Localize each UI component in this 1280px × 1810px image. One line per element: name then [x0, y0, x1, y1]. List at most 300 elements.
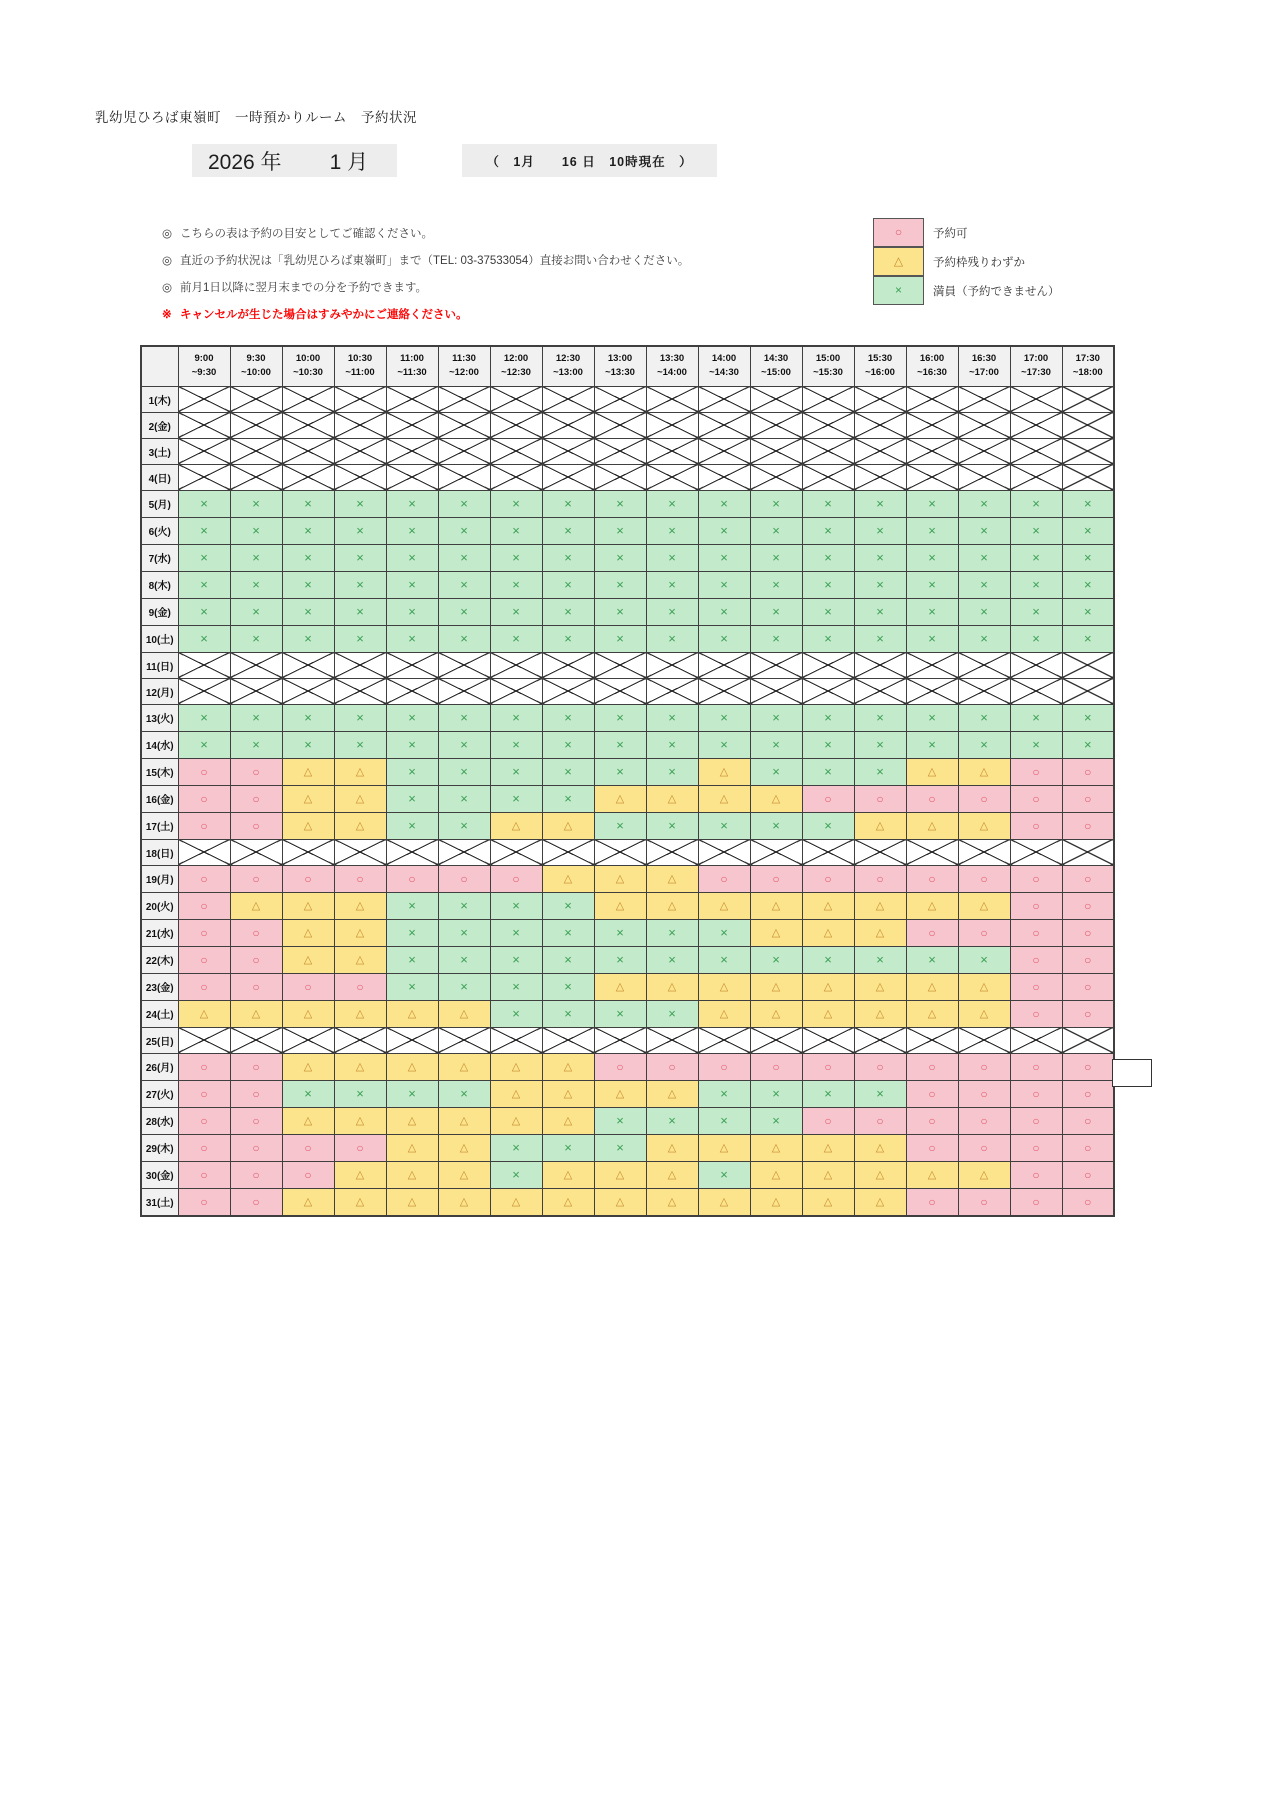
- slot-cell: ×: [230, 598, 282, 625]
- slot-cell: ×: [386, 946, 438, 973]
- slot-cell: ○: [1010, 919, 1062, 946]
- closed-cell: [230, 652, 282, 678]
- time-slot-header: 15:00 ~15:30: [802, 346, 854, 386]
- slot-cell: ×: [438, 571, 490, 598]
- time-slot-header: 16:30 ~17:00: [958, 346, 1010, 386]
- slot-cell: ○: [438, 865, 490, 892]
- slot-cell: ×: [906, 517, 958, 544]
- slot-cell: ×: [386, 758, 438, 785]
- slot-cell: △: [386, 1053, 438, 1080]
- slot-cell: △: [386, 1000, 438, 1027]
- day-label: 13(火): [141, 704, 178, 731]
- slot-cell: ○: [230, 919, 282, 946]
- table-row: [141, 758, 1114, 785]
- slot-cell: ○: [282, 973, 334, 1000]
- closed-cell: [386, 652, 438, 678]
- slot-cell: ○: [230, 973, 282, 1000]
- slot-cell: ×: [1062, 490, 1114, 517]
- closed-cell: [230, 1027, 282, 1053]
- day-label: 11(日): [141, 652, 178, 678]
- slot-cell: ○: [230, 785, 282, 812]
- annotation-box: [1112, 1059, 1152, 1087]
- slot-cell: △: [334, 785, 386, 812]
- closed-cell: [906, 652, 958, 678]
- closed-cell: [1010, 839, 1062, 865]
- slot-cell: ×: [958, 571, 1010, 598]
- day-label: 21(水): [141, 919, 178, 946]
- closed-cell: [282, 678, 334, 704]
- day-label: 10(土): [141, 625, 178, 652]
- slot-cell: ×: [438, 812, 490, 839]
- slot-cell: ×: [646, 625, 698, 652]
- slot-cell: ×: [750, 731, 802, 758]
- closed-cell: [594, 1027, 646, 1053]
- legend-swatch-available: ○: [873, 218, 924, 247]
- table-row: [141, 1107, 1114, 1134]
- slot-cell: ○: [1062, 973, 1114, 1000]
- slot-cell: ×: [334, 517, 386, 544]
- slot-cell: ○: [178, 1107, 230, 1134]
- closed-cell: [490, 1027, 542, 1053]
- closed-cell: [438, 464, 490, 490]
- slot-cell: ○: [178, 1080, 230, 1107]
- slot-cell: △: [958, 758, 1010, 785]
- slot-cell: △: [542, 1161, 594, 1188]
- closed-cell: [854, 678, 906, 704]
- slot-cell: ○: [1010, 785, 1062, 812]
- slot-cell: △: [282, 1107, 334, 1134]
- slot-cell: △: [438, 1188, 490, 1216]
- closed-cell: [646, 464, 698, 490]
- slot-cell: △: [646, 892, 698, 919]
- slot-cell: ×: [438, 544, 490, 571]
- slot-cell: ×: [906, 571, 958, 598]
- slot-cell: ○: [230, 1161, 282, 1188]
- slot-cell: ○: [334, 1134, 386, 1161]
- slot-cell: ×: [438, 892, 490, 919]
- slot-cell: △: [282, 892, 334, 919]
- slot-cell: ○: [1062, 1188, 1114, 1216]
- slot-cell: ○: [1062, 892, 1114, 919]
- time-slot-header: 9:00 ~9:30: [178, 346, 230, 386]
- slot-cell: ○: [1062, 1134, 1114, 1161]
- year-month-box: [192, 144, 397, 177]
- note-marker: ※: [162, 308, 172, 321]
- slot-cell: ×: [438, 785, 490, 812]
- closed-cell: [334, 678, 386, 704]
- slot-cell: △: [854, 1161, 906, 1188]
- slot-cell: △: [438, 1161, 490, 1188]
- closed-cell: [542, 839, 594, 865]
- slot-cell: ×: [750, 625, 802, 652]
- slot-cell: ×: [334, 544, 386, 571]
- slot-cell: ×: [1010, 517, 1062, 544]
- note-line: [162, 219, 689, 246]
- day-label: 17(土): [141, 812, 178, 839]
- slot-cell: ○: [1010, 1134, 1062, 1161]
- slot-cell: ×: [906, 625, 958, 652]
- slot-cell: ×: [958, 544, 1010, 571]
- slot-cell: ×: [178, 704, 230, 731]
- time-slot-header: 17:30 ~18:00: [1062, 346, 1114, 386]
- legend-label: 予約枠残りわずか: [933, 256, 1025, 269]
- day-label: 1(木): [141, 386, 178, 412]
- slot-cell: ×: [750, 490, 802, 517]
- slot-cell: ×: [594, 812, 646, 839]
- slot-cell: △: [542, 1053, 594, 1080]
- slot-cell: ×: [854, 490, 906, 517]
- closed-cell: [334, 412, 386, 438]
- note-marker: ◎: [162, 254, 173, 267]
- closed-cell: [646, 652, 698, 678]
- legend-label: 予約可: [933, 227, 968, 240]
- slot-cell: ×: [594, 758, 646, 785]
- slot-cell: △: [750, 1161, 802, 1188]
- slot-cell: ×: [334, 571, 386, 598]
- slot-cell: ×: [594, 1134, 646, 1161]
- slot-cell: △: [334, 1107, 386, 1134]
- closed-cell: [958, 464, 1010, 490]
- closed-cell: [230, 839, 282, 865]
- slot-cell: ×: [854, 704, 906, 731]
- closed-cell: [698, 652, 750, 678]
- slot-cell: △: [906, 973, 958, 1000]
- slot-cell: ×: [282, 1080, 334, 1107]
- day-label: 28(水): [141, 1107, 178, 1134]
- closed-cell: [854, 438, 906, 464]
- closed-cell: [438, 652, 490, 678]
- slot-cell: ×: [542, 704, 594, 731]
- slot-cell: ○: [854, 865, 906, 892]
- slot-cell: △: [334, 758, 386, 785]
- slot-cell: ×: [750, 598, 802, 625]
- slot-cell: △: [750, 1188, 802, 1216]
- slot-cell: ×: [698, 517, 750, 544]
- slot-cell: ×: [750, 946, 802, 973]
- slot-cell: ○: [1062, 1107, 1114, 1134]
- slot-cell: ○: [230, 812, 282, 839]
- note-marker: ◎: [162, 227, 173, 240]
- closed-cell: [334, 1027, 386, 1053]
- slot-cell: △: [906, 1161, 958, 1188]
- slot-cell: ×: [646, 490, 698, 517]
- table-row: [141, 598, 1114, 625]
- slot-cell: ○: [282, 1161, 334, 1188]
- slot-cell: △: [282, 1053, 334, 1080]
- time-slot-header: 14:00 ~14:30: [698, 346, 750, 386]
- slot-cell: ×: [854, 625, 906, 652]
- slot-cell: △: [594, 865, 646, 892]
- closed-cell: [594, 438, 646, 464]
- table-row: [141, 785, 1114, 812]
- slot-cell: ×: [1062, 625, 1114, 652]
- slot-cell: ×: [594, 731, 646, 758]
- slot-cell: ○: [1010, 1161, 1062, 1188]
- slot-cell: △: [542, 1107, 594, 1134]
- slot-cell: △: [698, 758, 750, 785]
- day-label: 5(月): [141, 490, 178, 517]
- slot-cell: △: [646, 1188, 698, 1216]
- table-row: [141, 892, 1114, 919]
- day-label: 26(月): [141, 1053, 178, 1080]
- closed-cell: [542, 678, 594, 704]
- slot-cell: ×: [906, 598, 958, 625]
- slot-cell: ×: [1010, 571, 1062, 598]
- slot-cell: ×: [386, 517, 438, 544]
- closed-cell: [178, 464, 230, 490]
- note-line: [162, 273, 689, 300]
- note-text: 直近の予約状況は「乳幼児ひろば東嶺町」まで（TEL: 03-37533054）直接お問い合わせください。: [180, 254, 690, 267]
- slot-cell: ○: [906, 1134, 958, 1161]
- closed-cell: [490, 412, 542, 438]
- closed-cell: [334, 464, 386, 490]
- table-row: [141, 571, 1114, 598]
- time-slot-header: 10:30 ~11:00: [334, 346, 386, 386]
- slot-cell: ×: [1062, 544, 1114, 571]
- closed-cell: [282, 464, 334, 490]
- slot-cell: ×: [802, 598, 854, 625]
- slot-cell: ○: [1010, 973, 1062, 1000]
- closed-cell: [490, 839, 542, 865]
- closed-cell: [542, 652, 594, 678]
- slot-cell: ×: [594, 704, 646, 731]
- closed-cell: [802, 678, 854, 704]
- closed-cell: [646, 678, 698, 704]
- closed-cell: [386, 412, 438, 438]
- closed-cell: [178, 678, 230, 704]
- slot-cell: ×: [750, 571, 802, 598]
- closed-cell: [1062, 412, 1114, 438]
- slot-cell: △: [646, 1161, 698, 1188]
- slot-cell: △: [802, 1161, 854, 1188]
- note-marker: ◎: [162, 281, 173, 294]
- day-label: 19(月): [141, 865, 178, 892]
- closed-cell: [438, 839, 490, 865]
- slot-cell: ○: [906, 1188, 958, 1216]
- table-body: [141, 386, 1114, 1216]
- slot-cell: △: [854, 1134, 906, 1161]
- table-row: [141, 946, 1114, 973]
- slot-cell: ×: [802, 571, 854, 598]
- closed-cell: [282, 839, 334, 865]
- slot-cell: △: [958, 892, 1010, 919]
- note-text: こちらの表は予約の目安としてご確認ください。: [180, 227, 433, 240]
- day-label: 23(金): [141, 973, 178, 1000]
- slot-cell: ×: [1010, 490, 1062, 517]
- slot-cell: ×: [542, 892, 594, 919]
- slot-cell: △: [230, 892, 282, 919]
- slot-cell: ○: [1010, 1053, 1062, 1080]
- slot-cell: ×: [1010, 704, 1062, 731]
- slot-cell: ×: [230, 544, 282, 571]
- slot-cell: △: [542, 1188, 594, 1216]
- note-line: [162, 246, 689, 273]
- slot-cell: ×: [1062, 517, 1114, 544]
- slot-cell: ×: [178, 625, 230, 652]
- slot-cell: ○: [178, 919, 230, 946]
- slot-cell: ×: [1010, 625, 1062, 652]
- slot-cell: ×: [698, 1161, 750, 1188]
- closed-cell: [906, 678, 958, 704]
- slot-cell: ○: [698, 865, 750, 892]
- slot-cell: ×: [698, 1080, 750, 1107]
- closed-cell: [178, 652, 230, 678]
- legend-swatch-few: △: [873, 247, 924, 276]
- closed-cell: [542, 386, 594, 412]
- slot-cell: ×: [386, 785, 438, 812]
- closed-cell: [1010, 652, 1062, 678]
- slot-cell: ×: [334, 731, 386, 758]
- closed-cell: [646, 412, 698, 438]
- slot-cell: ○: [282, 1134, 334, 1161]
- closed-cell: [750, 464, 802, 490]
- slot-cell: ×: [334, 490, 386, 517]
- closed-cell: [802, 438, 854, 464]
- closed-cell: [386, 839, 438, 865]
- closed-cell: [490, 678, 542, 704]
- slot-cell: ×: [854, 1080, 906, 1107]
- slot-cell: ○: [1010, 865, 1062, 892]
- closed-cell: [1062, 839, 1114, 865]
- slot-cell: ○: [230, 946, 282, 973]
- slot-cell: ×: [542, 598, 594, 625]
- slot-cell: ○: [1010, 946, 1062, 973]
- slot-cell: ○: [958, 1188, 1010, 1216]
- closed-cell: [1010, 464, 1062, 490]
- slot-cell: ×: [750, 812, 802, 839]
- slot-cell: ×: [854, 946, 906, 973]
- day-label: 18(日): [141, 839, 178, 865]
- slot-cell: ○: [334, 973, 386, 1000]
- time-slot-header: 12:00 ~12:30: [490, 346, 542, 386]
- slot-cell: ○: [958, 1134, 1010, 1161]
- slot-cell: △: [750, 1000, 802, 1027]
- slot-cell: ○: [1062, 812, 1114, 839]
- slot-cell: ×: [542, 1134, 594, 1161]
- slot-cell: ×: [542, 517, 594, 544]
- slot-cell: △: [906, 758, 958, 785]
- closed-cell: [750, 1027, 802, 1053]
- slot-cell: △: [490, 1188, 542, 1216]
- slot-cell: ×: [1010, 598, 1062, 625]
- slot-cell: △: [906, 1000, 958, 1027]
- closed-cell: [802, 1027, 854, 1053]
- closed-cell: [1062, 438, 1114, 464]
- slot-cell: ×: [490, 625, 542, 652]
- slot-cell: ○: [906, 785, 958, 812]
- slot-cell: ○: [802, 1053, 854, 1080]
- slot-cell: ×: [490, 598, 542, 625]
- slot-cell: ○: [1062, 785, 1114, 812]
- slot-cell: ×: [178, 490, 230, 517]
- slot-cell: ○: [178, 973, 230, 1000]
- slot-cell: ×: [594, 1000, 646, 1027]
- slot-cell: ×: [230, 571, 282, 598]
- slot-cell: ○: [958, 865, 1010, 892]
- day-label: 31(土): [141, 1188, 178, 1216]
- slot-cell: ×: [282, 517, 334, 544]
- time-slot-header: 11:30 ~12:00: [438, 346, 490, 386]
- day-label: 22(木): [141, 946, 178, 973]
- slot-cell: △: [334, 1161, 386, 1188]
- slot-cell: ○: [1010, 1080, 1062, 1107]
- slot-cell: △: [646, 785, 698, 812]
- slot-cell: △: [282, 1000, 334, 1027]
- table-row: [141, 973, 1114, 1000]
- closed-cell: [958, 652, 1010, 678]
- closed-cell: [698, 464, 750, 490]
- day-label: 2(金): [141, 412, 178, 438]
- slot-cell: ×: [594, 919, 646, 946]
- closed-cell: [854, 839, 906, 865]
- closed-cell: [854, 1027, 906, 1053]
- year-label: 2026 年: [208, 150, 282, 174]
- slot-cell: ×: [750, 544, 802, 571]
- slot-cell: ×: [854, 544, 906, 571]
- closed-cell: [178, 839, 230, 865]
- closed-cell: [906, 839, 958, 865]
- slot-cell: ×: [490, 919, 542, 946]
- slot-cell: ○: [1062, 1161, 1114, 1188]
- slot-cell: ×: [542, 919, 594, 946]
- slot-cell: △: [490, 812, 542, 839]
- slot-cell: △: [490, 1107, 542, 1134]
- table-row: [141, 919, 1114, 946]
- closed-cell: [230, 386, 282, 412]
- slot-cell: △: [750, 973, 802, 1000]
- closed-cell: [750, 652, 802, 678]
- slot-cell: △: [854, 1000, 906, 1027]
- closed-cell: [1062, 386, 1114, 412]
- slot-cell: ×: [802, 704, 854, 731]
- closed-cell: [230, 438, 282, 464]
- slot-cell: △: [386, 1134, 438, 1161]
- slot-cell: △: [854, 973, 906, 1000]
- slot-cell: ×: [802, 1080, 854, 1107]
- slot-cell: ×: [542, 625, 594, 652]
- day-label: 24(土): [141, 1000, 178, 1027]
- closed-cell: [750, 412, 802, 438]
- table-row: [141, 386, 1114, 412]
- table-row: [141, 1161, 1114, 1188]
- slot-cell: △: [542, 812, 594, 839]
- slot-cell: △: [854, 812, 906, 839]
- closed-cell: [438, 438, 490, 464]
- table-row: [141, 812, 1114, 839]
- slot-cell: ×: [594, 517, 646, 544]
- slot-cell: △: [334, 919, 386, 946]
- slot-cell: ×: [698, 544, 750, 571]
- table-row: [141, 490, 1114, 517]
- corner-cell: [141, 346, 178, 386]
- day-label: 27(火): [141, 1080, 178, 1107]
- closed-cell: [958, 839, 1010, 865]
- slot-cell: △: [958, 812, 1010, 839]
- slot-cell: △: [802, 1134, 854, 1161]
- day-label: 3(土): [141, 438, 178, 464]
- slot-cell: ×: [178, 517, 230, 544]
- slot-cell: △: [594, 973, 646, 1000]
- note-text: キャンセルが生じた場合はすみやかにご連絡ください。: [180, 308, 468, 321]
- slot-cell: ○: [1010, 1000, 1062, 1027]
- closed-cell: [1062, 678, 1114, 704]
- closed-cell: [230, 464, 282, 490]
- slot-cell: ×: [802, 812, 854, 839]
- slot-cell: ×: [698, 598, 750, 625]
- slot-cell: ×: [542, 758, 594, 785]
- slot-cell: ×: [438, 625, 490, 652]
- slot-cell: △: [802, 1000, 854, 1027]
